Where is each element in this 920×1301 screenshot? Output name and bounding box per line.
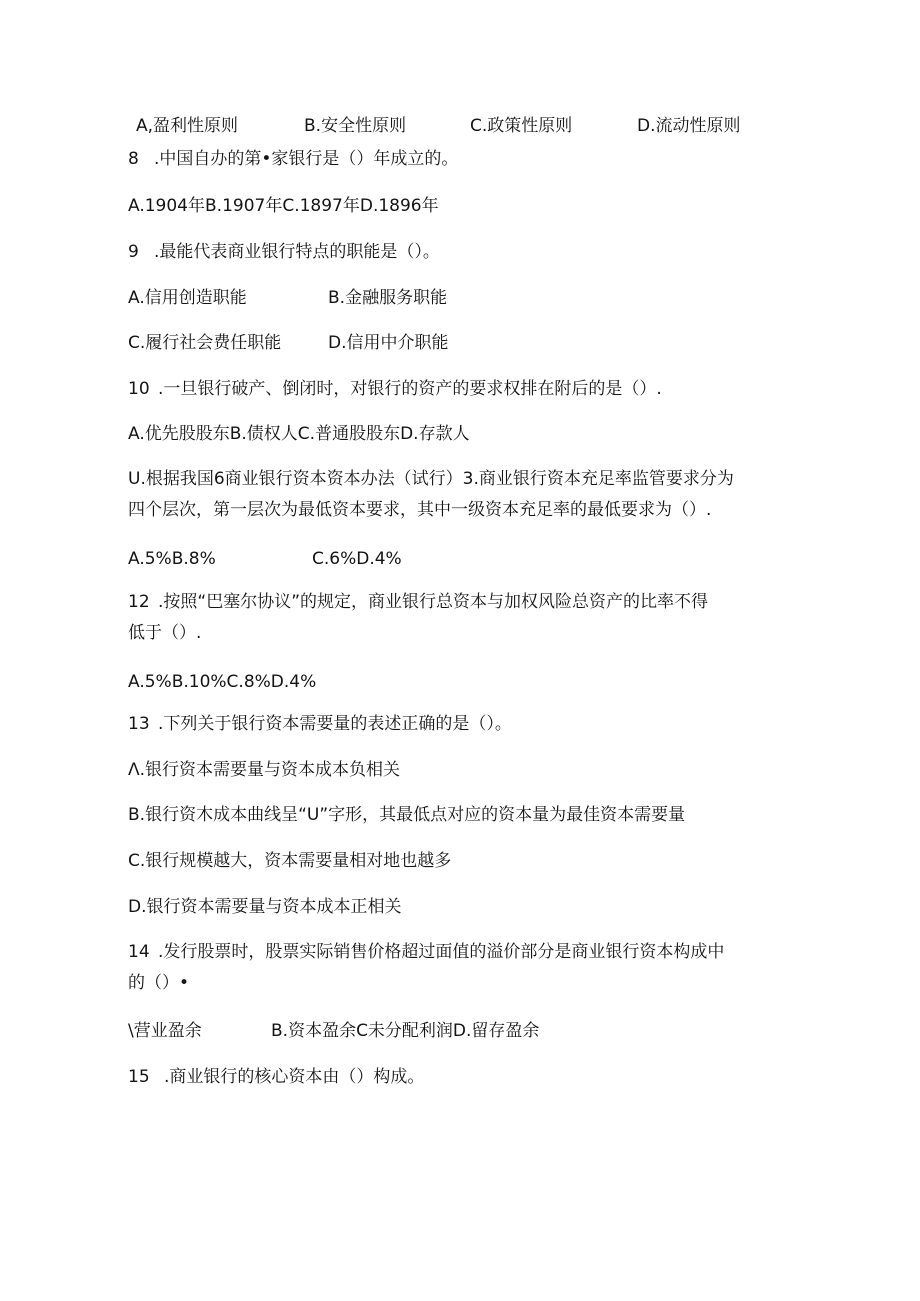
q11-option-cd: C.6%D.4% xyxy=(312,549,402,569)
question-15 xyxy=(128,1065,424,1089)
question-number: 13 xyxy=(128,714,150,734)
q13-option-d: D.银行资本需要量与资本成本正相关 xyxy=(128,897,402,917)
q14-option-a: \营业盈余 xyxy=(128,1021,202,1041)
question-number: 12 xyxy=(128,592,150,612)
q13-option-b: B.银行资木成本曲线呈“U”字形，其最低点对应的资本量为最佳资本需要量 xyxy=(128,805,686,825)
question-number: 15 xyxy=(128,1067,150,1087)
q7-option-c: C.政策性原则 xyxy=(470,116,573,136)
question-11-line-1: U.根据我国6商业银行资本资本办法（试行）3.商业银行资本充足率监管要求分为 xyxy=(128,469,734,489)
question-number: 10 xyxy=(128,379,150,399)
q9-option-b: B.金融服务职能 xyxy=(328,288,448,308)
question-text: .商业银行的核心资本由（）构成。 xyxy=(164,1067,425,1087)
q7-option-d: D.流动性原则 xyxy=(637,116,741,136)
question-11-line-2: 四个层次，第一层次为最低资本要求，其中一级资本充足率的最低要求为（）. xyxy=(128,500,712,520)
q7-option-b: B.安全性原则 xyxy=(304,116,407,136)
question-number: 14 xyxy=(128,942,150,962)
question-14 xyxy=(128,940,724,964)
question-number: 8 xyxy=(128,149,139,169)
q14-option-bcd: B.资本盈余C未分配利润D.留存盈余 xyxy=(271,1021,540,1041)
question-13 xyxy=(128,712,512,736)
q13-option-c: C.银行规模越大，资本需要量相对地也越多 xyxy=(128,851,452,871)
q9-option-a: A.信用创造职能 xyxy=(128,288,247,308)
q8-options: A.1904年B.1907年C.1897年D.1896年 xyxy=(128,196,439,216)
question-text: .一旦银行破产、倒闭时，对银行的资产的要求权排在附后的是（）. xyxy=(158,379,662,399)
question-text: .发行股票时，股票实际销售价格超过面值的溢价部分是商业银行资本构成中 xyxy=(158,942,725,962)
q7-option-a: A,盈利性原则 xyxy=(136,116,239,136)
q9-option-d: D.信用中介职能 xyxy=(328,333,449,353)
q9-option-c: C.履行社会费任职能 xyxy=(128,333,282,353)
question-9 xyxy=(128,240,440,264)
q13-option-a: Λ.银行资本需要量与资本成本负相关 xyxy=(128,760,401,780)
question-12-line-2: 低于（）. xyxy=(128,623,202,643)
question-number: 9 xyxy=(128,242,139,262)
question-12 xyxy=(128,590,708,614)
question-text: .中国自办的第•家银行是（）年成立的。 xyxy=(154,149,459,169)
question-14-line-2: 的（）• xyxy=(128,973,190,993)
question-text: .按照“巴塞尔协议”的规定，商业银行总资本与加权风险总资产的比率不得 xyxy=(158,592,709,612)
q10-options: A.优先股股东B.债权人C.普通股股东D.存款人 xyxy=(128,424,470,444)
q11-option-ab: A.5%B.8% xyxy=(128,549,216,569)
q12-options: A.5%B.10%C.8%D.4% xyxy=(128,672,317,692)
question-8 xyxy=(128,147,458,171)
question-text: .下列关于银行资本需要量的表述正确的是（）。 xyxy=(158,714,512,734)
question-10 xyxy=(128,377,662,401)
question-text: .最能代表商业银行特点的职能是（）。 xyxy=(154,242,440,262)
